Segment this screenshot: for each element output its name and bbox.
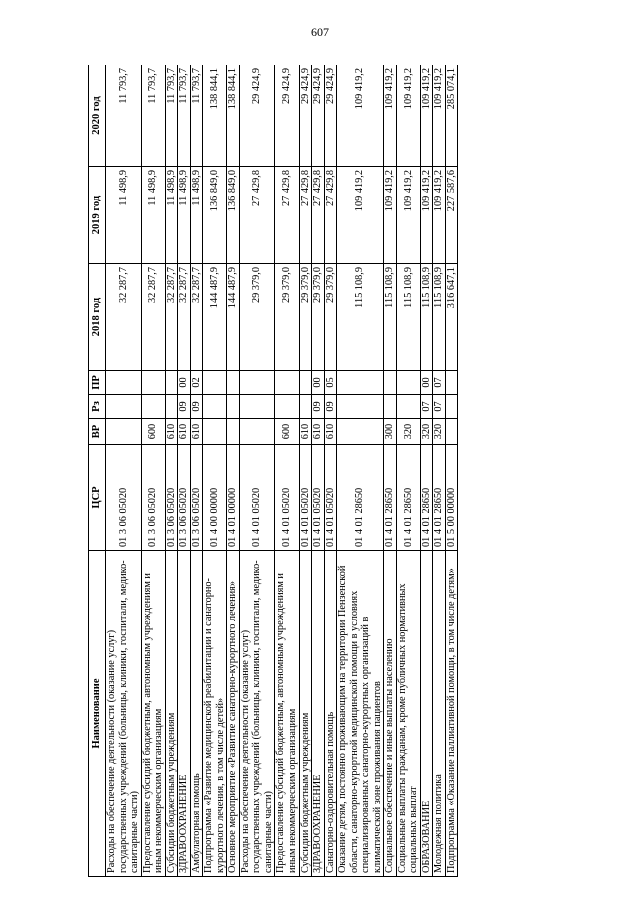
table-row [312, 65, 325, 877]
cell-csr: 01 4 01 28650 [433, 445, 446, 551]
cell-name: Субсидии бюджетным учреждениям [299, 551, 312, 877]
table-row [227, 65, 240, 877]
cell-rz [445, 395, 458, 419]
cell-rz [203, 395, 227, 419]
cell-vr: 600 [275, 419, 299, 445]
cell-2020: 109 419,2 [396, 65, 420, 167]
cell-2019: 11 498,9 [165, 167, 178, 264]
cell-2018: 32 287,7 [106, 264, 142, 371]
cell-2018: 115 108,9 [384, 264, 397, 371]
cell-vr: 610 [312, 419, 325, 445]
table-body [106, 65, 458, 877]
cell-name: Молодежная политика [433, 551, 446, 877]
cell-name: Социальное обеспечение и иные выплаты населению [384, 551, 397, 877]
cell-pr [141, 371, 165, 395]
cell-rz: 09 [190, 395, 203, 419]
cell-csr: 01 4 01 28650 [384, 445, 397, 551]
cell-csr: 01 4 01 00000 [227, 445, 240, 551]
page-number: 607 [311, 25, 329, 39]
cell-pr: 00 [420, 371, 433, 395]
cell-2020: 285 074,1 [445, 65, 458, 167]
budget-table [88, 65, 458, 877]
cell-2019: 11 498,9 [106, 167, 142, 264]
cell-2019: 109 419,2 [396, 167, 420, 264]
cell-2019: 11 498,9 [190, 167, 203, 264]
cell-2019: 136 849,0 [203, 167, 227, 264]
cell-name: Подпрограмма «Оказание паллиативной помощи, в том числе детям» [445, 551, 458, 877]
cell-2018: 115 108,9 [396, 264, 420, 371]
cell-2018: 32 287,7 [190, 264, 203, 371]
cell-csr: 01 4 01 28650 [420, 445, 433, 551]
cell-csr: 01 4 01 05020 [324, 445, 337, 551]
cell-csr: 01 3 06 05020 [190, 445, 203, 551]
cell-2020: 138 844,1 [227, 65, 240, 167]
table-row [337, 65, 384, 877]
cell-2018: 144 487,9 [203, 264, 227, 371]
cell-vr [203, 419, 227, 445]
cell-2018: 29 379,0 [312, 264, 325, 371]
cell-csr: 01 3 06 05020 [178, 445, 191, 551]
cell-csr: 01 5 00 00000 [445, 445, 458, 551]
cell-pr [445, 371, 458, 395]
cell-vr: 320 [396, 419, 420, 445]
cell-pr [396, 371, 420, 395]
cell-vr [227, 419, 240, 445]
cell-csr: 01 3 06 05020 [106, 445, 142, 551]
cell-2018: 29 379,0 [275, 264, 299, 371]
cell-rz [106, 395, 142, 419]
cell-name: Социальные выплаты гражданам, кроме публичных нормативных социальных выплат [396, 551, 420, 877]
cell-pr [106, 371, 142, 395]
cell-pr: 00 [312, 371, 325, 395]
table-row [106, 65, 142, 877]
cell-vr: 320 [433, 419, 446, 445]
cell-name: Предоставление субсидий бюджетным, автономным учреждениям и иным некоммерческим организациям [275, 551, 299, 877]
table-row [165, 65, 178, 877]
cell-2020: 29 424,9 [299, 65, 312, 167]
cell-2019: 27 429,8 [312, 167, 325, 264]
cell-csr: 01 3 06 05020 [141, 445, 165, 551]
cell-pr [203, 371, 227, 395]
cell-2020: 29 424,9 [275, 65, 299, 167]
cell-2020: 29 424,9 [239, 65, 275, 167]
cell-2020: 109 419,2 [420, 65, 433, 167]
cell-pr [239, 371, 275, 395]
cell-2019: 109 419,2 [384, 167, 397, 264]
cell-2020: 29 424,9 [324, 65, 337, 167]
cell-2018: 316 647,1 [445, 264, 458, 371]
cell-name: Расходы на обеспечение деятельности (оказание услуг) государственных учреждений (больницы, клиники, госпитали, медико-санитарные части) [106, 551, 142, 877]
cell-name: Расходы на обеспечение деятельности (оказание услуг) государственных учреждений (больницы, клиники, госпитали, медико-санитарные части) [239, 551, 275, 877]
cell-csr: 01 4 01 05020 [299, 445, 312, 551]
table-row [190, 65, 203, 877]
header-csr: ЦСР [89, 445, 106, 551]
cell-name: Санаторно-оздоровительная помощь [324, 551, 337, 877]
table-row [299, 65, 312, 877]
cell-rz: 09 [312, 395, 325, 419]
table-header-row [89, 65, 106, 877]
cell-2020: 109 419,2 [384, 65, 397, 167]
cell-2019: 109 419,2 [337, 167, 384, 264]
table-row [384, 65, 397, 877]
table-row [178, 65, 191, 877]
cell-csr: 01 3 06 05020 [165, 445, 178, 551]
cell-vr: 600 [141, 419, 165, 445]
cell-2020: 11 793,7 [178, 65, 191, 167]
cell-2020: 138 844,1 [203, 65, 227, 167]
cell-2019: 136 849,0 [227, 167, 240, 264]
cell-pr [384, 371, 397, 395]
table-row [433, 65, 446, 877]
cell-name: ОБРАЗОВАНИЕ [420, 551, 433, 877]
cell-rz [396, 395, 420, 419]
table-row [275, 65, 299, 877]
cell-csr: 01 4 01 28650 [396, 445, 420, 551]
cell-2018: 32 287,7 [165, 264, 178, 371]
cell-2019: 227 587,6 [445, 167, 458, 264]
header-2019: 2019 год [89, 167, 106, 264]
cell-2020: 11 793,7 [141, 65, 165, 167]
cell-vr [239, 419, 275, 445]
cell-pr [165, 371, 178, 395]
rotated-table-frame [88, 65, 574, 877]
cell-vr [337, 419, 384, 445]
cell-vr: 320 [420, 419, 433, 445]
cell-2019: 109 419,2 [433, 167, 446, 264]
table-row [420, 65, 433, 877]
cell-2018: 32 287,7 [178, 264, 191, 371]
header-2020: 2020 год [89, 65, 106, 167]
cell-name: Оказание детям, постоянно проживающим на территории Пензенской области, санаторно-курортной медицинской помощи в условиях специализированных санаторно-курортных организаций в климатической зоне проживания пациентов [337, 551, 384, 877]
cell-2019: 27 429,8 [275, 167, 299, 264]
cell-rz: 07 [433, 395, 446, 419]
table-row [239, 65, 275, 877]
cell-2020: 29 424,9 [312, 65, 325, 167]
table-row [324, 65, 337, 877]
cell-rz [337, 395, 384, 419]
header-pr: ПР [89, 371, 106, 395]
cell-rz [227, 395, 240, 419]
cell-2020: 11 793,7 [165, 65, 178, 167]
cell-2018: 29 379,0 [324, 264, 337, 371]
cell-name: Субсидии бюджетным учреждениям [165, 551, 178, 877]
cell-2018: 144 487,9 [227, 264, 240, 371]
cell-vr: 610 [190, 419, 203, 445]
cell-rz [239, 395, 275, 419]
cell-2018: 29 379,0 [299, 264, 312, 371]
cell-vr: 610 [178, 419, 191, 445]
cell-2019: 27 429,8 [299, 167, 312, 264]
cell-csr: 01 4 00 00000 [203, 445, 227, 551]
header-name: Наименование [89, 551, 106, 877]
cell-pr: 07 [433, 371, 446, 395]
cell-name: ЗДРАВООХРАНЕНИЕ [312, 551, 325, 877]
cell-name: Основное мероприятие «Развитие санаторно-курортного лечения» [227, 551, 240, 877]
cell-vr: 300 [384, 419, 397, 445]
cell-2018: 32 287,7 [141, 264, 165, 371]
cell-csr: 01 4 01 05020 [239, 445, 275, 551]
cell-name: Подпрограмма «Развитие медицинской реабилитации и санаторно-курортного лечения, в том числе детей» [203, 551, 227, 877]
header-rz: Рз [89, 395, 106, 419]
cell-2019: 27 429,8 [239, 167, 275, 264]
cell-pr: 05 [324, 371, 337, 395]
cell-vr [445, 419, 458, 445]
cell-2020: 109 419,2 [433, 65, 446, 167]
cell-rz: 09 [178, 395, 191, 419]
table-row [445, 65, 458, 877]
cell-rz: 07 [420, 395, 433, 419]
cell-csr: 01 4 01 05020 [275, 445, 299, 551]
cell-2019: 27 429,8 [324, 167, 337, 264]
header-vr: ВР [89, 419, 106, 445]
cell-vr: 610 [299, 419, 312, 445]
table-row [396, 65, 420, 877]
cell-2018: 29 379,0 [239, 264, 275, 371]
cell-2018: 115 108,9 [337, 264, 384, 371]
cell-csr: 01 4 01 05020 [312, 445, 325, 551]
cell-pr [227, 371, 240, 395]
cell-2018: 115 108,9 [420, 264, 433, 371]
cell-pr: 00 [178, 371, 191, 395]
cell-rz [384, 395, 397, 419]
cell-pr [275, 371, 299, 395]
table-row [141, 65, 165, 877]
cell-csr: 01 4 01 28650 [337, 445, 384, 551]
cell-vr: 610 [324, 419, 337, 445]
cell-2018: 115 108,9 [433, 264, 446, 371]
cell-rz [275, 395, 299, 419]
cell-2019: 11 498,9 [141, 167, 165, 264]
header-2018: 2018 год [89, 264, 106, 371]
cell-2019: 11 498,9 [178, 167, 191, 264]
cell-rz: 09 [324, 395, 337, 419]
cell-pr [299, 371, 312, 395]
cell-rz [141, 395, 165, 419]
cell-vr: 610 [165, 419, 178, 445]
cell-2019: 109 419,2 [420, 167, 433, 264]
cell-pr: 02 [190, 371, 203, 395]
cell-2020: 11 793,7 [190, 65, 203, 167]
cell-name: Амбулаторная помощь [190, 551, 203, 877]
cell-pr [337, 371, 384, 395]
cell-2020: 11 793,7 [106, 65, 142, 167]
cell-name: ЗДРАВООХРАНЕНИЕ [178, 551, 191, 877]
cell-rz [165, 395, 178, 419]
rotated-table-container [88, 65, 574, 877]
table-row [203, 65, 227, 877]
cell-vr [106, 419, 142, 445]
cell-name: Предоставление субсидий бюджетным, автономным учреждениям и иным некоммерческим организациям [141, 551, 165, 877]
cell-rz [299, 395, 312, 419]
cell-2020: 109 419,2 [337, 65, 384, 167]
